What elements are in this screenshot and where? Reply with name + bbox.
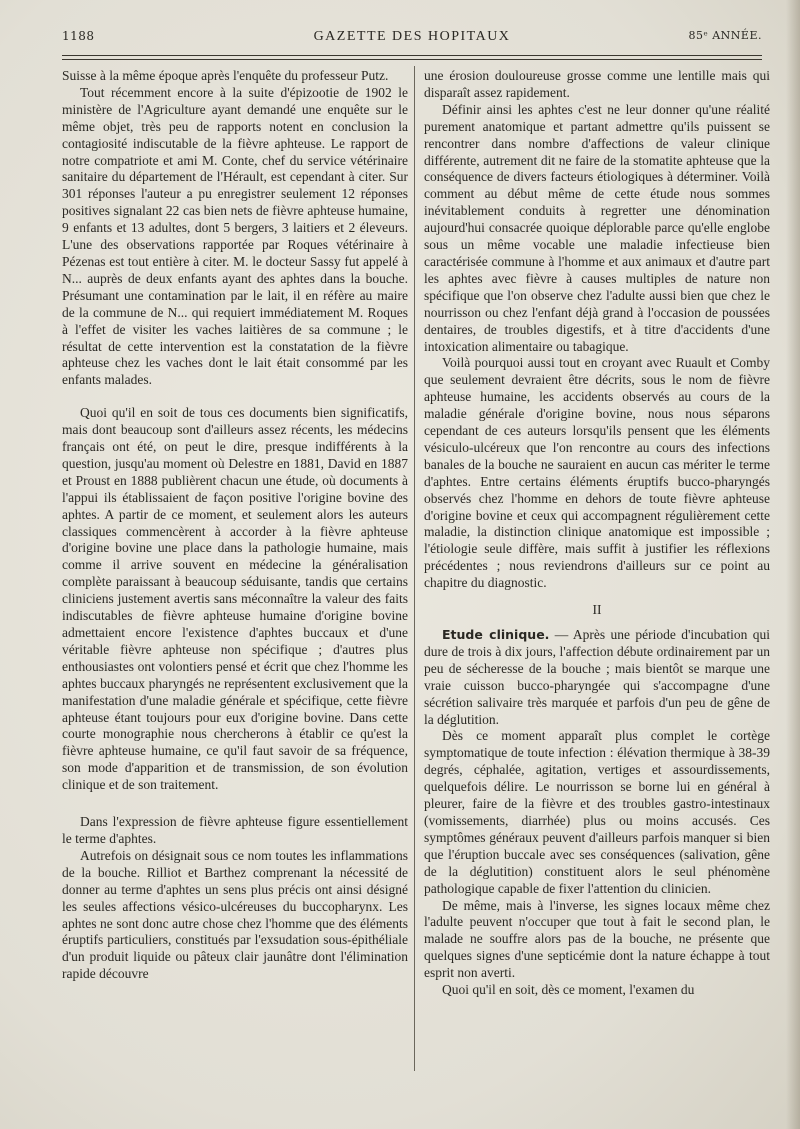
page-edge-shadow: [786, 0, 800, 1129]
paragraph: Dès ce moment apparaît plus complet le cortège symptomatique de toute infection : élévation thermique à 38-39 degrés, céphalée, agitation, vertiges et assourdissements, quelquefois délire. Le nourrisson se borne lui en général à pleurer, faire de la fièvre et des troubles gastro-intestinaux (vomissements, diarrhée) plus ou moins accusés. Ces symptômes généraux peuvent d'ailleurs parfois manquer si bien que l'éruption buccale avec ses conséquences (salivation, gêne de la déglutition) constituent alors le seul phénomène pathologique capable de fixer l'attention du clinicien.: [424, 728, 770, 896]
page-header: [62, 29, 762, 49]
paragraph: Dans l'expression de fièvre aphteuse figure essentiellement le terme d'aphtes.: [62, 814, 408, 846]
paragraph: Tout récemment encore à la suite d'épizootie de 1902 le ministère de l'Agriculture ayant demandé une enquête sur le même objet, très peu de rapports notent en conclusion la contagiosité indiscutable de la fièvre aphteuse. Le rapport de notre compatriote et ami M. Conte, chef du service vétérinaire sanitaire du département de l'Hérault, est cependant à citer. Sur 301 réponses l'auteur a pu enregistrer seulement 12 réponses positives signalant 22 cas bien nets de fièvre aphteuse humaine, 9 enfants et 13 adultes, dont 5 bergers, 3 laitiers et 2 éleveurs. L'une des observations rapportée par Roques vétérinaire à Pézenas est tout entière à citer. M. le docteur Sassy fut appelé à N... auprès de deux enfants ayant des aphtes dans la bouche. Présumant une contamination par le lait, il en réfère au maire de la commune de N... qui requiert immédiatement M. Roques à l'effet de visiter les vaches laitières de sa commune ; le résultat de cette intervention est la constatation de la fièvre aphteuse chez les vaches dont le lait était consommé par les enfants malades.: [62, 84, 408, 388]
paragraph: une érosion douloureuse grosse comme une lentille mais qui disparaît assez rapidement.: [424, 68, 770, 100]
right-column: [424, 68, 770, 999]
left-column: [62, 68, 408, 983]
year-label: 85ᵉ ANNÉE.: [688, 29, 762, 42]
paragraph: Voilà pourquoi aussi tout en croyant avec Ruault et Comby que seulement devraient être décrits, sous le nom de fièvre aphteuse humaine, les accidents observés au cours de la maladie générale d'origine bovine, nous nous séparons cependant de ces auteurs lorsqu'ils pensent que les éléments vésiculo-ulcéreux que l'on rencontre au cours des infections banales de la bouche ne sauraient en aucun cas mériter le terme d'aphtes. Entre certains éléments éruptifs bucco-pharyngés observés chez l'homme en dehors de toute fièvre aphteuse d'origine bovine et ceux qui accompagnent régulièrement cette maladie, la distinction clinique anatomique est impossible ; l'étiologie seule diffère, mais suffit à justifier les réflexions précédentes ; nous reviendrons d'ailleurs sur ce point au chapitre du diagnostic.: [424, 355, 770, 591]
journal-title: GAZETTE DES HOPITAUX: [313, 29, 511, 44]
column-separator: [414, 66, 415, 1071]
paragraph: Quoi qu'il en soit de tous ces documents bien significatifs, mais dont beaucoup sont d'ailleurs assez récents, les médecins français ont été, on peut le dire, presque indifférents à la question, jusqu'au moment où Delestre en 1881, David en 1887 et Proust en 1888 publièrent chacun une étude, où documents à l'appui ils établissaient de façon positive l'origine bovine des aphtes. A partir de ce moment, et seulement alors les auteurs classiques commencèrent à accorder à la fièvre aphteuse d'origine bovine une place dans la pathologie humaine, mais comme il arrive souvent en médecine la généralisation complète paraissant à beaucoup séduisante, tandis que certains cliniciens justement avertis sans méconnaître la valeur des faits indiscutables de fièvre aphteuse humaine d'origine bovine admettaient encore l'existence d'aphtes buccaux et d'une véritable fièvre aphteuse non spécifique ; d'autres plus enthousiastes ont volontiers pensé et écrit que chez l'homme les aphtes buccaux pharyngés ne représentent exclusivement que la manifestation d'une maladie générale et spécifique, cette fièvre aphteuse étant toujours pour eux d'origine bovine. Dans cette courte monographie nous chercherons à établir ce qu'est la fièvre aphteuse humaine, ce qu'il faut savoir de sa fréquence, son mode d'apparition et de transmission, de son évolution clinique et de son traitement.: [62, 405, 408, 793]
section-heading: Etude clinique.: [442, 627, 550, 642]
section-paragraph: [424, 627, 770, 728]
page-number: 1188: [62, 29, 95, 43]
section-number: II: [592, 602, 602, 618]
paragraph: Suisse à la même époque après l'enquête du professeur Putz.: [62, 68, 389, 83]
header-rule-thick: [62, 55, 762, 56]
paragraph: De même, mais à l'inverse, les signes locaux même chez l'adulte peuvent n'occuper que tout à fait le second plan, le malade ne souffre alors pas de la bouche, ne présente que quelques signes d'une septicémie dont la nature échappe à tout esprit non averti.: [424, 897, 770, 981]
paragraph: Autrefois on désignait sous ce nom toutes les inflammations de la bouche. Rilliot et Barthez comprenant la nécessité de donner au terme d'aphtes un sens plus précis ont ainsi désigné les seules affections vésico-ulcéreuses du buccopharynx. Les aphtes ne sont donc autre chose chez l'homme que des éléments éruptifs particuliers, constitués par l'exsudation sous-épithéliale d'un produit liquide ou pâteux clair jaunâtre dont l'élimination rapide découvre: [62, 847, 408, 982]
header-rule-thin: [62, 59, 762, 60]
paragraph-text: — Après une période d'incubation qui dure de trois à dix jours, l'affection débute ordinairement par un peu de sécheresse de la bouche ; mais bientôt se marque une vraie cuisson bucco-pharyngée qui s'accompagne d'une sécrétion salivaire très marquée et parfois d'un peu de gêne de la déglutition.: [424, 627, 770, 727]
paragraph: Définir ainsi les aphtes c'est ne leur donner qu'une réalité purement anatomique et partant admettre qu'ils puissent se rencontrer dans nombre d'affections de valeur clinique différente, autrement dit ne faire de la stomatite aphteuse que la conséquence de divers facteurs étiologiques à déterminer. Voilà comment au début même de cette étude nous sommes inévitablement conduits à regretter une dénomination aujourd'hui consacrée quoique déplorable parce qu'elle englobe sous un même vocable une maladie infectieuse bien caractérisée commune à l'homme et aux animaux et d'autre part les aphtes avec fièvre à causes multiples de nature non spécifique que l'on observe chez l'adulte aussi bien que chez le nourrisson ou chez l'enfant déjà grand à l'occasion de poussées dentaires, de troubles digestifs, et à titre d'accidents d'une intoxication alimentaire ou tabagique.: [424, 101, 770, 354]
paragraph: Quoi qu'il en soit, dès ce moment, l'examen du: [442, 982, 695, 998]
